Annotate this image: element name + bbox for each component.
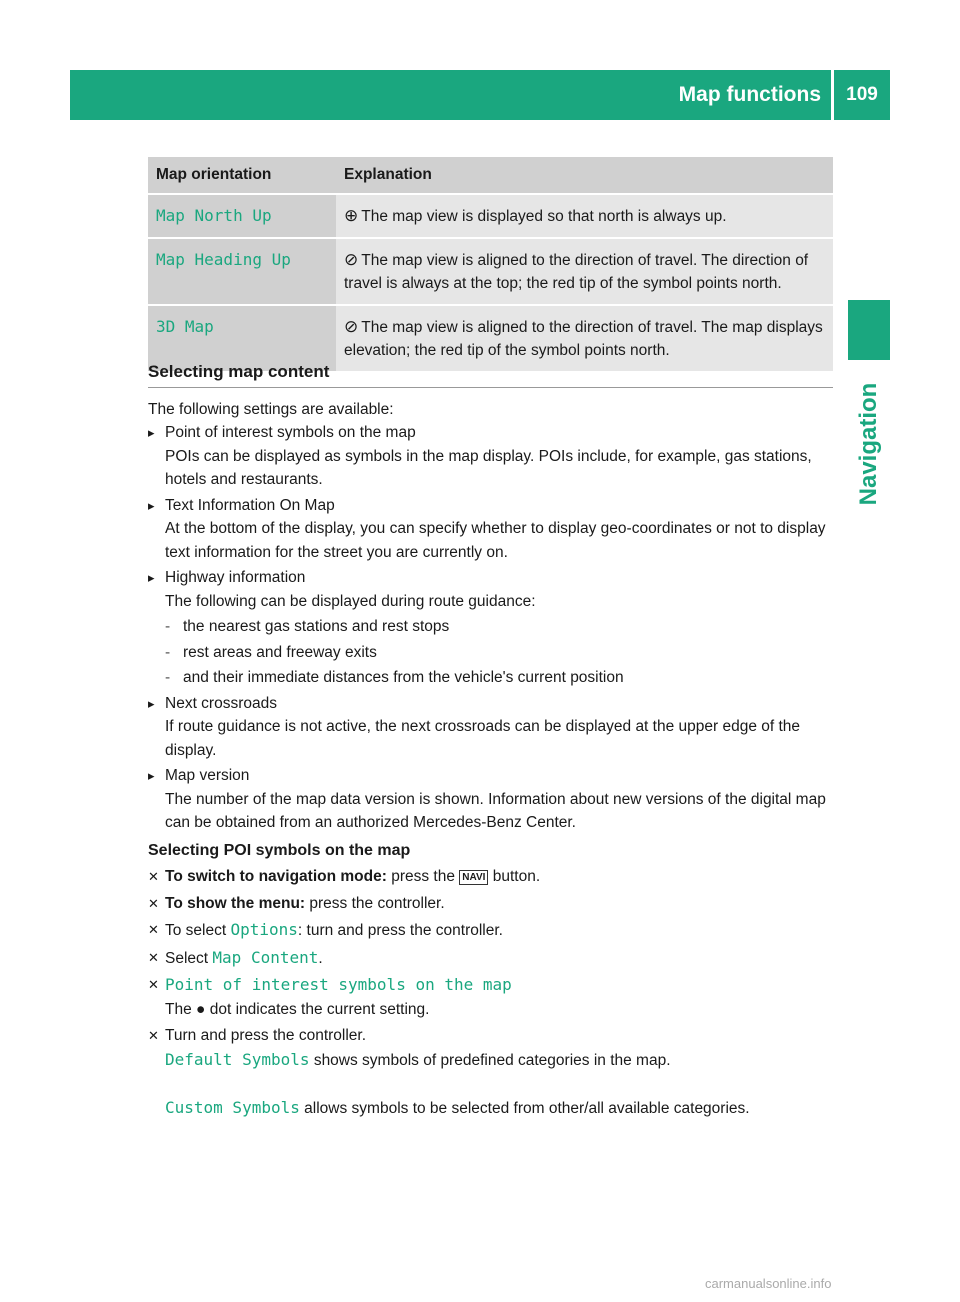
step-item: ✕ Turn and press the controller. Default Symbols shows symbols of predefined categories in the map. Custom Symbols allows symbols to be selected from other/all available categories. <box>148 1024 833 1120</box>
row-explanation: The map view is aligned to the direction of travel. The direction of travel is always at the top; the red tip of the symbol points north. <box>344 252 809 292</box>
menu-options: Options <box>230 920 298 939</box>
list-item-desc: If route guidance is not active, the next crossroads can be displayed at the upper edge of the display. <box>165 718 801 759</box>
step-marker-icon: ✕ <box>148 922 159 937</box>
table-row <box>148 195 833 237</box>
step-marker-icon: ✕ <box>148 977 159 992</box>
step-item: ✕ To show the menu: press the controller. <box>148 892 833 916</box>
map-orientation-table <box>148 155 833 373</box>
step-item: ✕ Select Map Content. <box>148 946 833 971</box>
sub-list-item: - and their immediate distances from the vehicle's current position <box>165 669 624 686</box>
list-item-desc: POIs can be displayed as symbols in the map display. POIs include, for example, gas stations, hotels and restaurants. <box>165 447 812 488</box>
step-marker-icon: ✕ <box>148 949 159 965</box>
table-row <box>148 239 833 304</box>
list-item-desc: At the bottom of the display, you can specify whether to display geo-coordinates or not to display text information for the street you are currently on. <box>165 520 826 561</box>
step-marker-icon: ✕ <box>148 869 159 884</box>
list-item: ▸ Highway information <box>148 566 833 590</box>
list-item: ▸ Next crossroads <box>148 692 833 716</box>
page-header <box>70 70 890 120</box>
side-tab-marker <box>848 300 890 360</box>
list-item: ▸ Map version <box>148 764 833 788</box>
option-custom-symbols: Custom Symbols <box>165 1097 300 1117</box>
section-intro: The following settings are available: <box>148 400 394 418</box>
step-item: ✕ Point of interest symbols on the map The ● dot indicates the current setting. <box>148 973 833 1021</box>
step-marker-icon: ✕ <box>148 1028 159 1043</box>
list-item: ▸ Text Information On Map <box>148 494 833 518</box>
table-header-orientation: Map orientation <box>148 157 336 193</box>
sub-list-item: - rest areas and freeway exits <box>165 643 377 661</box>
step-marker-icon: ✕ <box>148 895 159 911</box>
table-header-row <box>148 157 833 193</box>
poi-section-title: Selecting POI symbols on the map <box>148 841 411 859</box>
row-explanation: The map view is aligned to the direction of travel. The map displays elevation; the red tip of the symbol points north. <box>344 319 823 359</box>
option-map-heading-up: Map Heading Up <box>156 250 291 269</box>
step-item: ✕ To switch to navigation mode: press the NAVI button. <box>148 865 833 889</box>
menu-poi-symbols: Point of interest symbols on the map <box>165 975 512 994</box>
heading-up-compass-icon: ⊘ <box>344 317 359 336</box>
page-number: 109 <box>846 84 878 105</box>
navi-button-icon: NAVI <box>459 870 488 885</box>
dot-icon: ● <box>196 1000 206 1018</box>
row-explanation: The map view is displayed so that north is always up. <box>361 208 727 225</box>
watermark: carmanualsonline.info <box>705 1276 832 1291</box>
bullet-icon: ▸ <box>148 570 155 585</box>
list-item: ▸ Point of interest symbols on the map <box>148 421 833 445</box>
step-item: ✕ To select Options: turn and press the controller. <box>148 918 833 943</box>
option-default-symbols: Default Symbols <box>165 1049 310 1069</box>
list-item-desc: The following can be displayed during route guidance: <box>165 592 536 610</box>
bullet-icon: ▸ <box>148 497 155 513</box>
heading-up-compass-icon: ⊘ <box>344 250 359 269</box>
main-content <box>148 360 833 1120</box>
menu-map-content: Map Content <box>212 947 319 967</box>
bullet-icon: ▸ <box>148 768 155 783</box>
table-header-explanation: Explanation <box>336 157 833 193</box>
header-title: Map functions <box>678 83 821 106</box>
option-3d-map: 3D Map <box>156 317 214 336</box>
bullet-icon: ▸ <box>148 425 155 440</box>
option-map-north-up: Map North Up <box>156 206 272 225</box>
list-item-desc: The number of the map data version is shown. Information about new versions of the digital map can be obtained from an authorized Mercedes-Benz Center. <box>165 790 826 831</box>
section-title: Selecting map content <box>148 360 833 388</box>
sub-list-item: - the nearest gas stations and rest stops <box>165 618 450 635</box>
north-up-compass-icon: ⊕ <box>344 206 359 225</box>
bullet-icon: ▸ <box>148 695 155 711</box>
